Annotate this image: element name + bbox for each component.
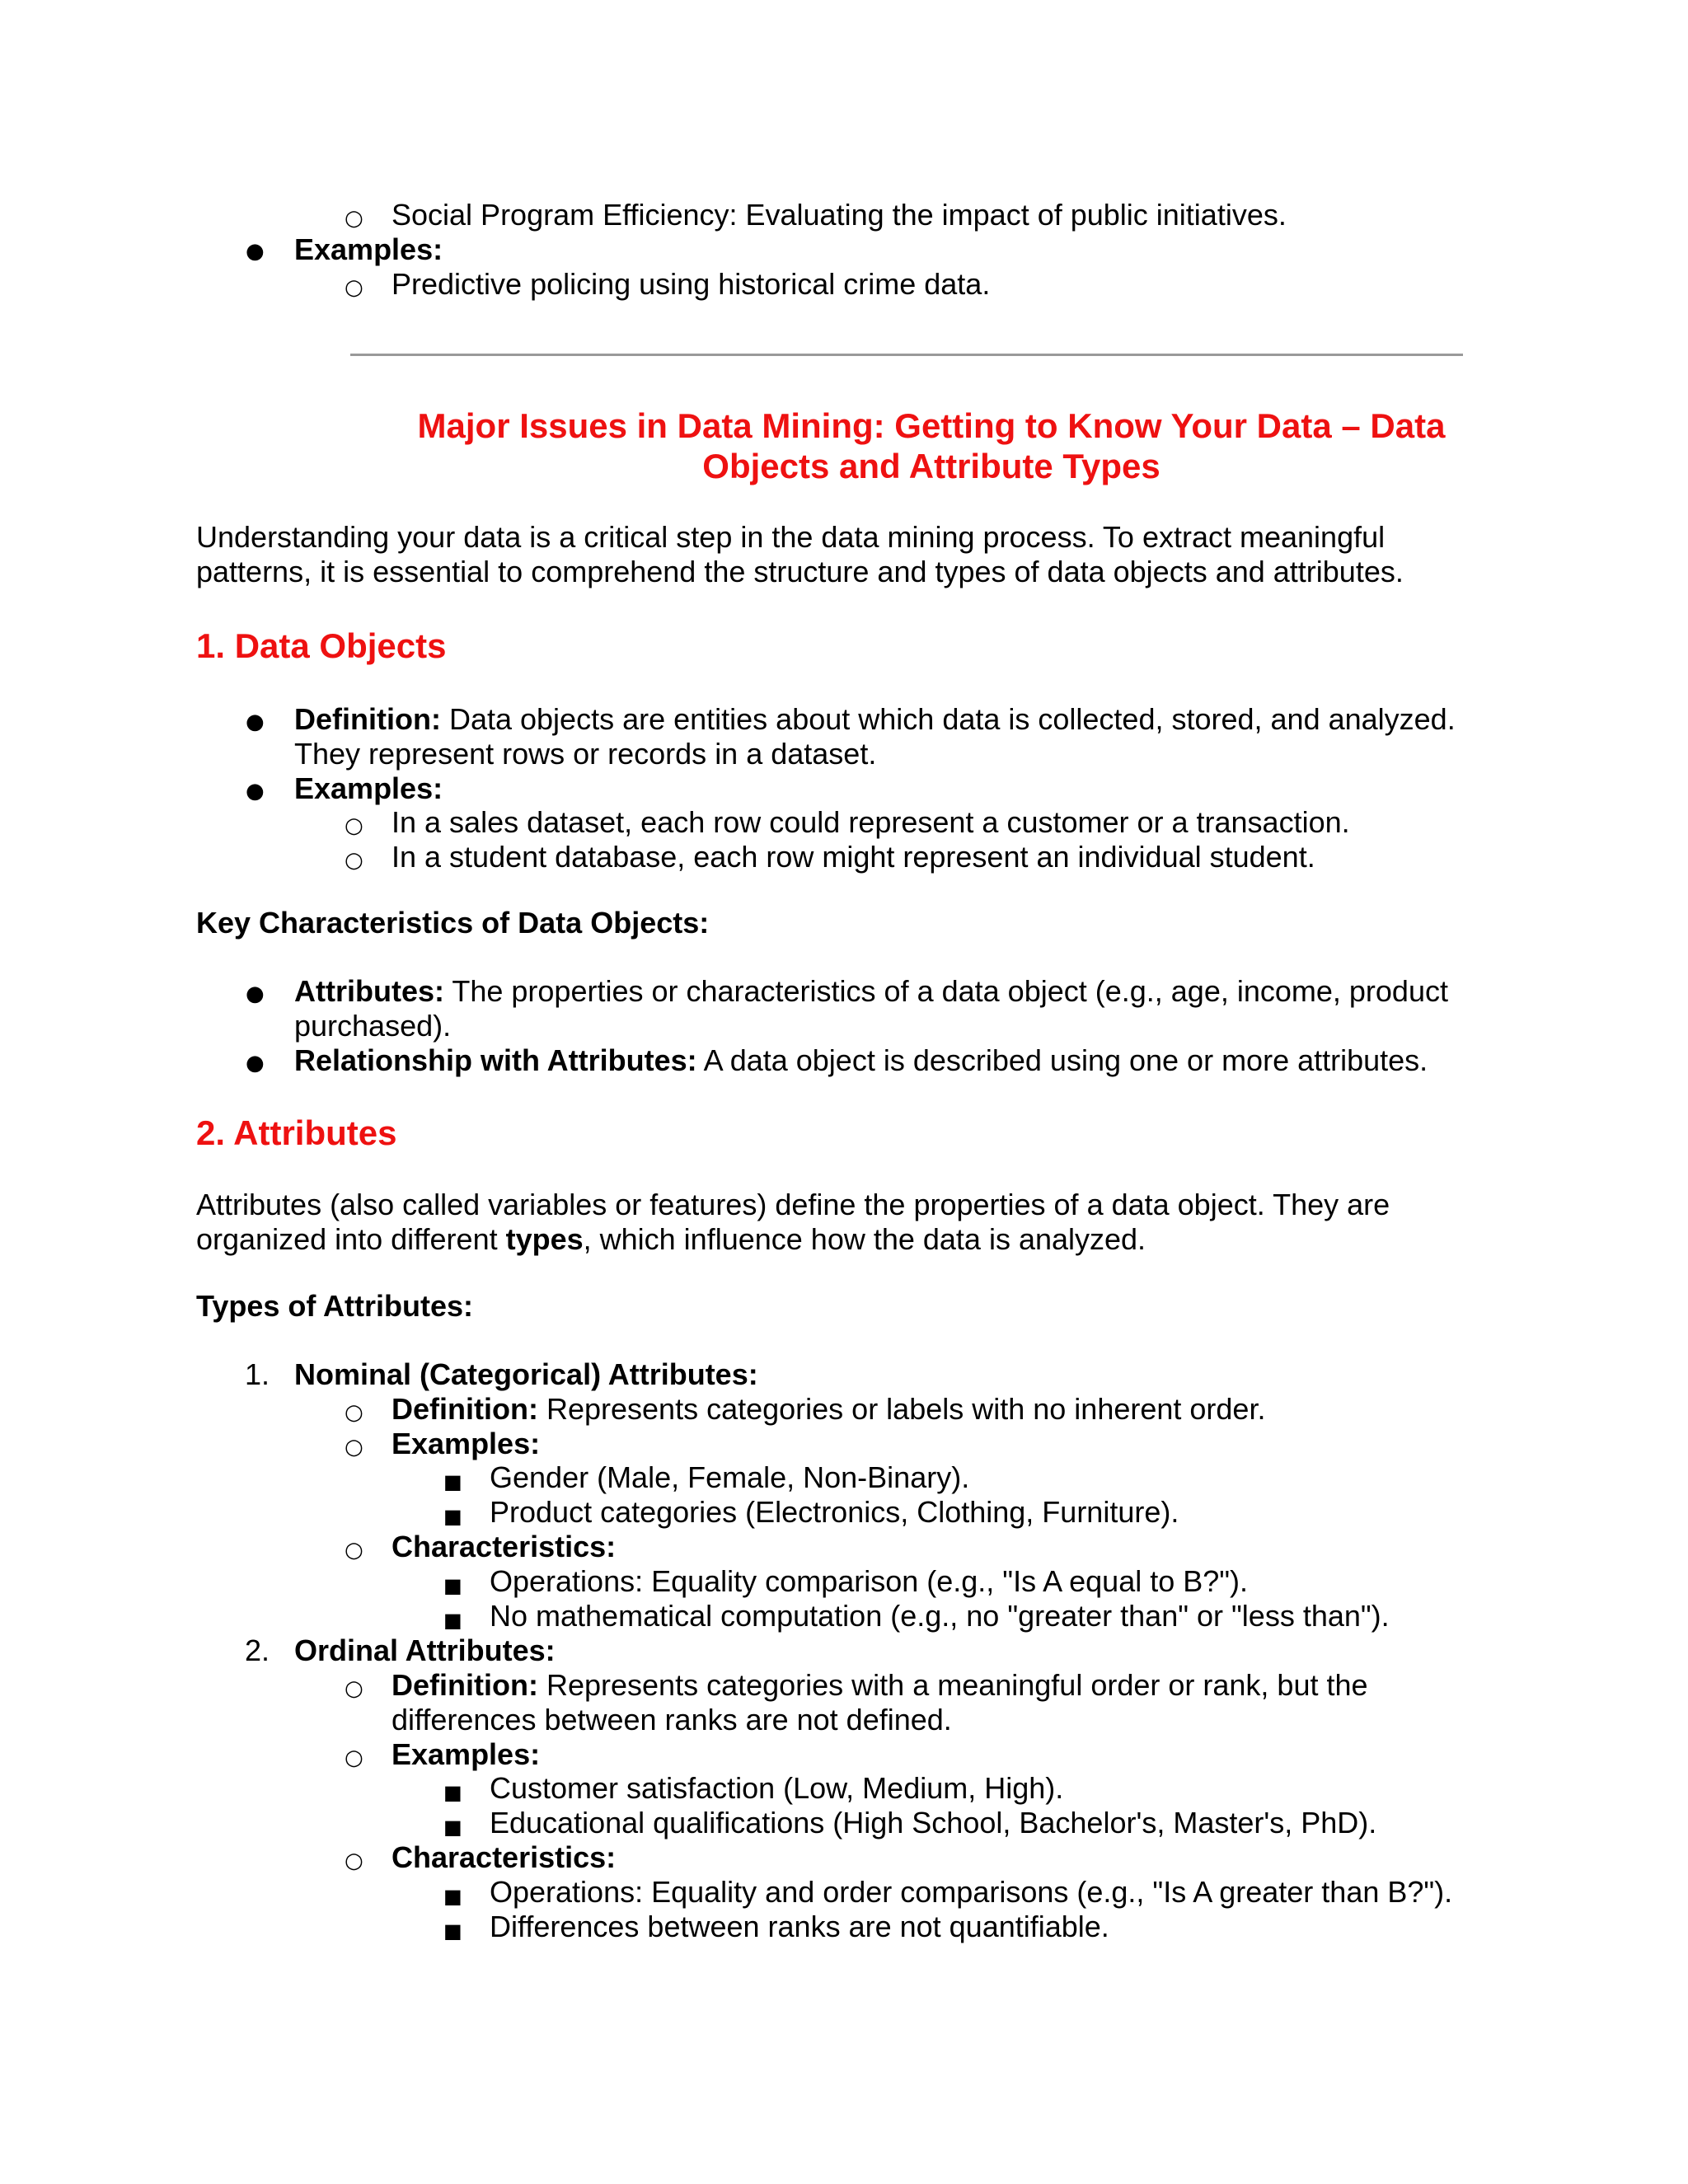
list-item: Differences between ranks are not quantifiable. <box>490 1910 1109 1943</box>
text-fragment: Represents categories or labels with no inherent order. <box>537 1392 1266 1426</box>
text-fragment: organized into different <box>196 1222 506 1256</box>
bold-label: Attributes: <box>294 974 444 1008</box>
list-number: 1. <box>245 1357 270 1391</box>
bold-label: Definition: <box>392 1392 538 1426</box>
list-item: Educational qualifications (High School, Bachelor's, Master's, PhD). <box>490 1806 1377 1840</box>
bold-label: Examples: <box>294 232 443 266</box>
bold-label: Characteristics: <box>392 1840 617 1874</box>
subheading-key-characteristics: Key Characteristics of Data Objects: <box>196 906 710 940</box>
attributes-paragraph-line-1: Attributes (also called variables or features) define the properties of a data object. They are <box>196 1188 1390 1221</box>
relationship-line <box>294 1043 1428 1078</box>
text-fragment: Represents categories with a meaningful order or rank, but the <box>537 1668 1368 1702</box>
horizontal-rule <box>350 354 1463 356</box>
list-item: Product categories (Electronics, Clothing, Furniture). <box>490 1495 1179 1529</box>
list-item: No mathematical computation (e.g., no "greater than" or "less than"). <box>490 1599 1390 1633</box>
ordinal-definition-line-1 <box>392 1668 1368 1703</box>
text-fragment: , which influence how the data is analyzed. <box>583 1222 1146 1256</box>
circle-bullet-icon: ○ <box>345 1400 363 1425</box>
list-item: Operations: Equality and order comparisons (e.g., "Is A greater than B?"). <box>490 1875 1453 1909</box>
disc-bullet-icon: ● <box>246 982 265 1006</box>
page-title-line-1: Major Issues in Data Mining: Getting to Know Your Data – Data <box>417 406 1446 445</box>
text-fragment: A data object is described using one or more attributes. <box>696 1043 1428 1077</box>
list-item: Gender (Male, Female, Non-Binary). <box>490 1460 970 1494</box>
text-fragment: Data objects are entities about which data is collected, stored, and analyzed. <box>440 702 1456 736</box>
circle-bullet-icon: ○ <box>345 1849 363 1873</box>
nominal-definition <box>392 1392 1265 1427</box>
definition-line-1 <box>294 702 1456 737</box>
disc-bullet-icon: ● <box>246 779 265 804</box>
intro-line-2: patterns, it is essential to comprehend the structure and types of data objects and attributes. <box>196 555 1404 588</box>
bold-word: types <box>505 1222 584 1256</box>
ordinal-definition-line-2: differences between ranks are not defined. <box>392 1703 952 1736</box>
circle-bullet-icon: ○ <box>345 1746 363 1770</box>
square-bullet-icon: ■ <box>443 1816 462 1839</box>
list-number: 2. <box>245 1633 270 1667</box>
bold-label: Definition: <box>392 1668 538 1702</box>
square-bullet-icon: ■ <box>443 1505 462 1528</box>
circle-bullet-icon: ○ <box>345 1435 363 1460</box>
square-bullet-icon: ■ <box>443 1885 462 1908</box>
attributes-paragraph-line-2 <box>196 1222 1146 1257</box>
list-item: In a student database, each row might represent an individual student. <box>392 840 1315 874</box>
bold-label: Characteristics: <box>392 1530 617 1563</box>
circle-bullet-icon: ○ <box>345 206 363 231</box>
definition-line-2: They represent rows or records in a dataset. <box>294 737 877 771</box>
nominal-title: Nominal (Categorical) Attributes: <box>294 1357 758 1391</box>
list-item: Operations: Equality comparison (e.g., "Is A equal to B?"). <box>490 1564 1249 1598</box>
square-bullet-icon: ■ <box>443 1470 462 1493</box>
circle-bullet-icon: ○ <box>345 1676 363 1701</box>
circle-bullet-icon: ○ <box>345 813 363 838</box>
section-heading-data-objects: 1. Data Objects <box>196 626 447 665</box>
attributes-line-2: purchased). <box>294 1009 452 1043</box>
square-bullet-icon: ■ <box>443 1574 462 1597</box>
list-item: Customer satisfaction (Low, Medium, High). <box>490 1771 1064 1805</box>
bold-label: Examples: <box>392 1737 541 1771</box>
ordinal-title: Ordinal Attributes: <box>294 1633 556 1667</box>
intro-line-1: Understanding your data is a critical step in the data mining process. To extract meaningful <box>196 520 1386 554</box>
disc-bullet-icon: ● <box>246 239 265 264</box>
text-line: Social Program Efficiency: Evaluating the impact of public initiatives. <box>392 198 1287 232</box>
square-bullet-icon: ■ <box>443 1609 462 1632</box>
text-line: Predictive policing using historical crime data. <box>392 267 991 301</box>
bold-label: Definition: <box>294 702 441 736</box>
subheading-types-of-attributes: Types of Attributes: <box>196 1289 474 1323</box>
text-fragment: The properties or characteristics of a data object (e.g., age, income, product <box>444 974 1448 1008</box>
square-bullet-icon: ■ <box>443 1781 462 1804</box>
bold-label: Examples: <box>294 771 443 805</box>
circle-bullet-icon: ○ <box>345 275 363 300</box>
attributes-line-1 <box>294 974 1448 1009</box>
page-title-line-2: Objects and Attribute Types <box>702 447 1160 485</box>
disc-bullet-icon: ● <box>246 1051 265 1076</box>
bold-label: Relationship with Attributes: <box>294 1043 697 1077</box>
bold-label: Examples: <box>392 1427 541 1460</box>
disc-bullet-icon: ● <box>246 710 265 734</box>
circle-bullet-icon: ○ <box>345 848 363 873</box>
square-bullet-icon: ■ <box>443 1919 462 1943</box>
list-item: In a sales dataset, each row could represent a customer or a transaction. <box>392 805 1350 839</box>
section-heading-attributes: 2. Attributes <box>196 1113 397 1152</box>
circle-bullet-icon: ○ <box>345 1538 363 1563</box>
